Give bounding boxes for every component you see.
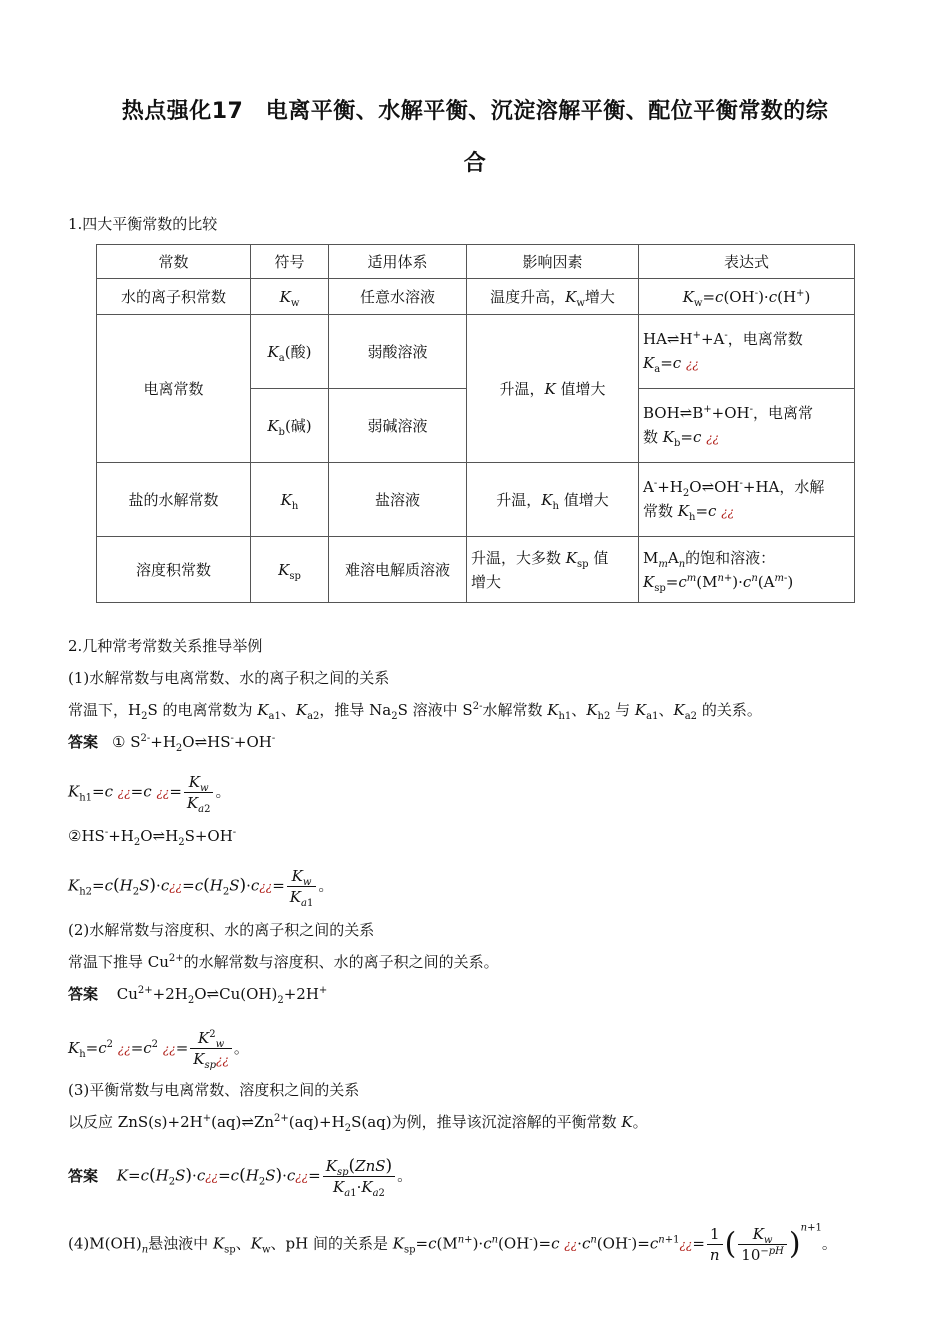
question-text: 常温下，$H_2S$ 的电离常数为 $K_{a1}$、$K_{a2}$，推导 $Na_2S$ 溶液中 $S^{2-}$水解常数 $K_{h1}$、$K_{h2}$ 与 $K_{a1}$、$K_{a2}$ 的关系。 xyxy=(68,701,762,722)
answer-label: 答案 xyxy=(68,1166,99,1185)
table-cell: $K_w$ xyxy=(251,279,329,315)
table-cell: $M_mA_n$的饱和溶液： $K_{sp}=c^m(M^{n+})\cdot c^n(A^{m-})$ xyxy=(639,537,855,603)
relation-line-4: $(4)M(OH)_n$悬浊液中 $K_{sp}$、$K_w$、pH 间的关系是 $K_{sp}=c(M^{n+})\cdot c^n(OH^-)=c$ ¿¿$\cdot c^n(OH^-)=c^{n+1}¿¿=$ $\frac{1}{n}$ ( $\frac{K_w}{10^{-pH}}$ )$^{n+1}$。 xyxy=(68,1222,837,1264)
answer-label: 答案 xyxy=(68,733,99,751)
header-cell: 常数 xyxy=(97,245,251,279)
answer-line: 答案 $Cu^{2+}+2H_2O\rightleftharpoons Cu(OH)_2+2H^+$ xyxy=(68,985,328,1006)
answer-label: 答案 xyxy=(68,985,99,1003)
table-cell: $A^-+H_2O\rightleftharpoons OH^-+HA$，水解 常数 $K_h=c$ ¿¿ xyxy=(639,463,855,537)
table-row xyxy=(97,279,855,315)
table-cell: 水的离子积常数 xyxy=(97,279,251,315)
table-cell: 温度升高，$K_w$增大 xyxy=(467,279,639,315)
subsection-title: (2)水解常数与溶度积、水的离子积之间的关系 xyxy=(68,921,375,939)
table-cell: 弱酸溶液 xyxy=(329,315,467,389)
subsection-title: (1)水解常数与电离常数、水的离子积之间的关系 xyxy=(68,669,390,687)
page-title: 热点强化17 电离平衡、水解平衡、沉淀溶解平衡、配位平衡常数的综 合 xyxy=(121,99,829,176)
section-heading-1: 1.四大平衡常数的比较 xyxy=(68,215,218,233)
equation-kh-cu: $K_h=c^2$ ¿¿$=c^2$ ¿¿= $\frac{K^2_w}{K_{sp}¿¿}$ 。 xyxy=(68,1029,249,1071)
table-cell: $K_b$(碱) xyxy=(251,389,329,463)
table-cell: $K_a$(酸) xyxy=(251,315,329,389)
table-row xyxy=(97,463,855,537)
table-cell: HA⇌H++A-，电离常数 $K_a=c$ ¿¿ xyxy=(639,315,855,389)
header-cell: 表达式 xyxy=(639,245,855,279)
table-cell: 任意水溶液 xyxy=(329,279,467,315)
equation-kh2: $K_{h2}=c(H_2S)\cdot c¿¿=c(H_2S)\cdot c¿¿=$ $\frac{K_w}{K_{a1}}$ 。 xyxy=(68,867,334,909)
table-cell: 升温，K 值增大 xyxy=(467,315,639,463)
table-cell: 盐溶液 xyxy=(329,463,467,537)
table-cell: 升温，大多数 $K_{sp}$ 值 增大 xyxy=(467,537,639,603)
table-cell: 溶度积常数 xyxy=(97,537,251,603)
question-text: 常温下推导 $Cu^{2+}$的水解常数与溶度积、水的离子积之间的关系。 xyxy=(68,953,499,971)
table-cell: $K_{sp}$ xyxy=(251,537,329,603)
answer-line: 答案 $K=c(H_2S)\cdot c¿¿=c(H_2S)\cdot c¿¿=$ $\frac{K_{sp}(ZnS)}{K_{a1}\cdot K_{a2}}$ 。 xyxy=(68,1156,413,1199)
equation-kh1: $K_{h1}=c$ ¿¿=c ¿¿= $\frac{K_w}{K_{a2}}$ 。 xyxy=(68,773,231,815)
header-cell: 适用体系 xyxy=(329,245,467,279)
table-cell: 盐的水解常数 xyxy=(97,463,251,537)
constants-table xyxy=(96,244,855,603)
table-cell: 电离常数 xyxy=(97,315,251,463)
table-header-row xyxy=(97,245,855,279)
table-row xyxy=(97,537,855,603)
subsection-title: (3)平衡常数与电离常数、溶度积之间的关系 xyxy=(68,1081,360,1099)
table-cell: $K_w=c(OH^-)\cdot c(H^+)$ xyxy=(639,279,855,315)
section-heading-2: 2.几种常考常数关系推导举例 xyxy=(68,637,263,655)
answer-line: 答案 ① $S^{2-}+H_2O\rightleftharpoons HS^-+OH^-$ xyxy=(68,733,276,754)
table-cell: 难溶电解质溶液 xyxy=(329,537,467,603)
header-cell: 影响因素 xyxy=(467,245,639,279)
header-cell: 符号 xyxy=(251,245,329,279)
table-cell: 升温，$K_h$ 值增大 xyxy=(467,463,639,537)
question-text: 以反应 $ZnS(s)+2H^+(aq)\rightleftharpoons Zn^{2+}(aq)+H_2S(aq)$为例，推导该沉淀溶解的平衡常数 K。 xyxy=(68,1113,648,1134)
equation-step2: $②HS^-+H_2O\rightleftharpoons H_2S+OH^-$ xyxy=(68,827,237,848)
table-row xyxy=(97,315,855,389)
table-cell: $K_h$ xyxy=(251,463,329,537)
table-cell: BOH⇌B++OH-，电离常 数 $K_b=c$ ¿¿ xyxy=(639,389,855,463)
table-cell: 弱碱溶液 xyxy=(329,389,467,463)
